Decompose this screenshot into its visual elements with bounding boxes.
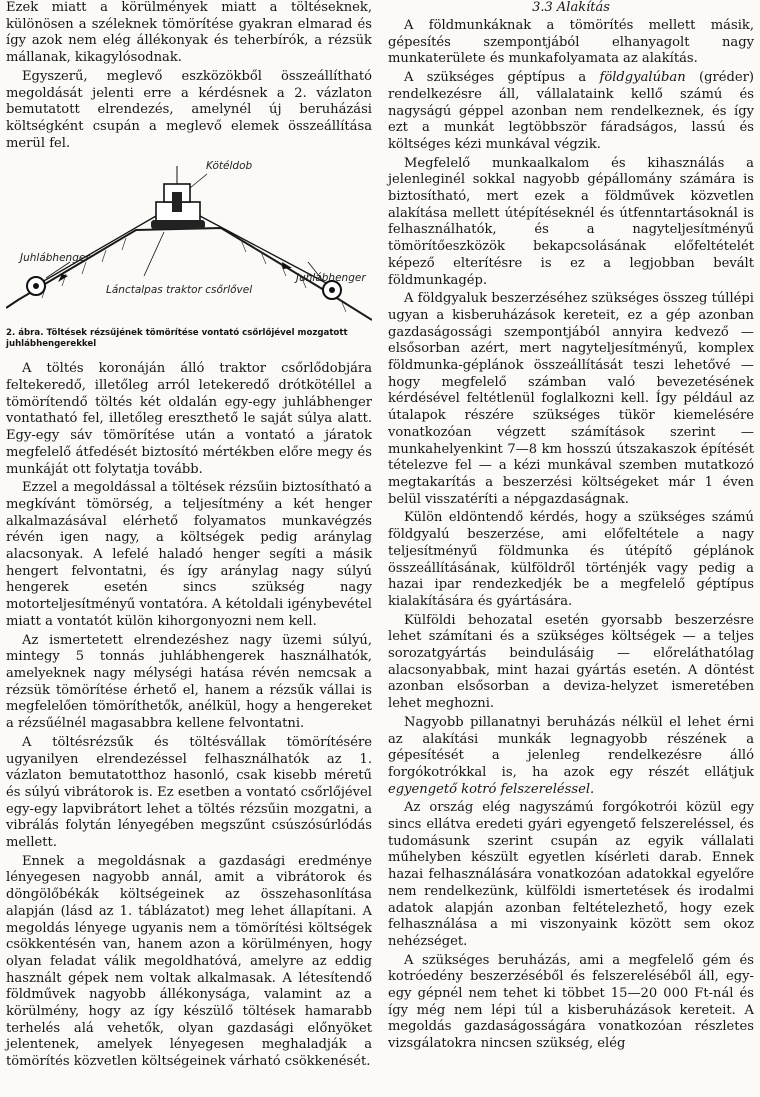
text-run: (gréder) rendelkezésre áll, vállalataink kellő számú és nagyságú géppel azonban nem rendelkeznek, és így ezt a munkát legtöbbször fáradságos, lassú és költséges kézi munkával végzik. [388,70,754,152]
paragraph [388,715,754,799]
paragraph [388,70,754,154]
paragraph: Külön eldöntendő kérdés, hogy a szükséges számú földgyalú beszerzése, ami előfeltétele a nagy teljesítményű földmunka és útépítő géplánok összeállításának, külföldről történjék vagy pedig a hazai ipar rendezkedjék be a megfelelő géptípus kialakítására és gyártására. [388,510,754,609]
paragraph: Ezek miatt a körülmények miatt a töltéseknek, különösen a széleknek tömörítése gyakran elmarad és így azok nem elég állékonyak és teherbírók, a rézsük mállanak, kikagylósodnak. [6,0,372,66]
embankment-diagram [6,158,372,326]
emphasis: egyengető kotró felszereléssel. [388,781,595,797]
sheepsfoot-roller-left-icon [27,277,45,295]
paragraph: A földgyaluk beszerzéséhez szükséges összeg túllépi ugyan a kisberuházások kereteit, ez a gép azonban gazdaságossági szempontjából annyira kedvező — elsősorban azért, mert nagyteljesítményű, komplex földmunka-géplánok összeállítását teszi lehetővé — hogy megfelelő számban való bevezetésének kérdésével feltétlenül foglalkozni kell. Így például az útalapok részére szükséges tükör kiemelésére vonatkozóan végzett számítások szerint — munkahelyenkint 7—8 km hosszú útszakaszok építését tételezve fel — a kézi munkával szemben mutatkozó megtakarítás a beszerzési költségeket már 1 éven belül visszatéríti a népgazdaságnak. [388,291,754,507]
paragraph: A földmunkáknak a tömörítés mellett másik, gépesítés szempontjából elhanyagolt nagy munkaterülete és munkafolyamata az alakítás. [388,18,754,67]
paragraph: A töltésrézsűk és töltésvállak tömörítésére ugyanilyen elrendezéssel felhasználhatók az 1. vázlaton bemutatotthoz hasonló, csak kisebb méretű és súlyú vibrátorok is. Ez esetben a vontató csőrlőjével egy-egy lapvibrátort lehet a töltés rézsűin mozgatni, a vibrálás folytán lényegében megszűnt csúszósúrlódás mellett. [6,734,372,851]
label-roller-left: Juhlábhenger [20,252,90,265]
figure-2 [6,158,372,326]
paragraph: Ezzel a megoldással a töltések rézsűin biztosítható a megkívánt tömörség, a teljesítmény a két henger alkalmazásával elérhető folyamatos munkavégzés révén igen nagy, a költségek pedig aránylag alacsonyak. A lefelé haladó henger segíti a másik hengert felvontatni, és így aránylag nagy súlyú hengerek esetén sincs szükség nagy motorteljesítményű vontatóra. A kétoldali igénybevétel miatt a vontatót külön kihorgonyozni nem kell. [6,480,372,629]
right-column [388,0,754,1053]
figure-caption: 2. ábra. Töltések rézsűjének tömörítése vontató csőrlőjével mozgatott juhlábhengerekkel [6,328,348,349]
emphasis: földgyalúban [599,70,686,86]
left-column [6,0,372,1071]
paragraph: A töltés koronáján álló traktor csőrlődobjára feltekeredő, illetőleg arról letekeredő drótkötéllel a tömörítendő töltés két oldalán egy-egy juhlábhenger vontatható fel, illetőleg ereszthető le saját súlya alatt. Egy-egy sáv tömörítése után a vontató a járatok megfelelő átfedését biztosító mértékben előre megy és munkáját ott folytatja tovább. [6,361,372,477]
text-run: A szükséges géptípus a [404,70,600,86]
arrow-up-icon [282,262,292,269]
paragraph: Az ország elég nagyszámú forgókotrói közül egy sincs ellátva eredeti gyári egyengető felszereléssel, és tudomásunk szerint csupán az egyik vállalati műhelyben készült egyetlen kísérleti darab. Ennek hazai felhasználására vonatkozóan adatokkal egyelőre nem rendelkezünk, külföldi ismertetések és irodalmi adatok alapján azonban feltételezhető, hogy ezek felhasználása a mi viszonyaink között sem okoz nehézséget. [388,800,754,949]
paragraph: Egyszerű, meglevő eszközökből összeállítható megoldását jelenti erre a kérdésnek a 2. vázlaton bemutatott elrendezés, amelynél új beruházási költségként csupán a meglevő elemek összeállítása merül fel. [6,68,372,151]
label-roller-right: Juhlábhenger [296,272,366,285]
paragraph: Külföldi behozatal esetén gyorsabb beszerzésre lehet számítani és a szükséges költségek — a teljes sorozatgyártás beindulásáig — előreláthatólag alacsonyabbak, mint hazai gyártás esetén. A döntést azonban elsősorban a deviza-helyzet ismeretében lehet meghozni. [388,612,754,712]
paragraph: Az ismertetett elrendezéshez nagy üzemi súlyú, mintegy 5 tonnás juhlábhengerek használhatók, amelyeknek nagy mélységi hatása révén nemcsak a rézsük tömörítése érhető el, hanem a rézsűk vállai is megfelelően tömöríthetők, anélkül, hogy a hengereket a rézsűélnél magasabbra kellene felvontatni. [6,632,372,732]
text-run: Nagyobb pillanatnyi beruházás nélkül el lehet érni az alakítási munkák legnagyobb részének a gépesítését a jelenleg rendelkezésre álló forgókotrókkal is, ha azok egy részét ellátjuk [388,714,754,780]
label-cable-drum: Kötéldob [206,160,253,173]
tractor-icon [151,166,205,229]
paragraph: Ennek a megoldásnak a gazdasági eredménye lényegesen nagyobb annál, amit a vibrátorok és döngölőbékák költségeinek az összehasonlítása alapján (lásd az 1. táblázatot) meg lehet állapítani. A megoldás lényege ugyanis nem a tömörítési költségek csökkentésén van, hanem azon a körülményen, hogy olyan feladat válik megoldhatóvá, amelyre az eddig használt gépek nem voltak alkalmasak. A létesítendő földművek nagyobb állékonysága, valamint az a körülmény, hogy az így készülő töltések hamarabb terhelés alá vehetők, olyan gazdasági előnyöket jelentenek, amelyek lényegesen meghaladják a tömörítés közvetlen költségeinek várható csökkenését. [6,853,372,1070]
paragraph: Megfelelő munkaalkalom és kihasználás a jelenleginél sokkal nagyobb gépállomány számára is biztosítható, mert ezek a földművek közvetlen alakítása mellett útépítéseknél és útfenntartásoknál is felhasználhatók, és a nagyteljesítményű tömörítőeszközök bekapcsolásának előfeltételét képező elterítésre is ez a legjobban bevált földmunkagép. [388,155,754,288]
section-heading: 3.3 Alakítás [532,0,610,15]
cable-left [42,216,156,282]
label-tractor: Lánctalpas traktor csőrlővel [106,284,253,297]
paragraph: A szükséges beruházás, ami a megfelelő gém és kotróedény beszerzéséből és felszereléséből áll, egy-egy gépnél nem tehet ki többet 15—20 000 Ft-nál és így még nem lépi túl a kisberuházások kereteit. A megoldás gazdaságosságára vonatkozóan részletes vizsgálatokra nincsen szükség, elég [388,952,754,1052]
